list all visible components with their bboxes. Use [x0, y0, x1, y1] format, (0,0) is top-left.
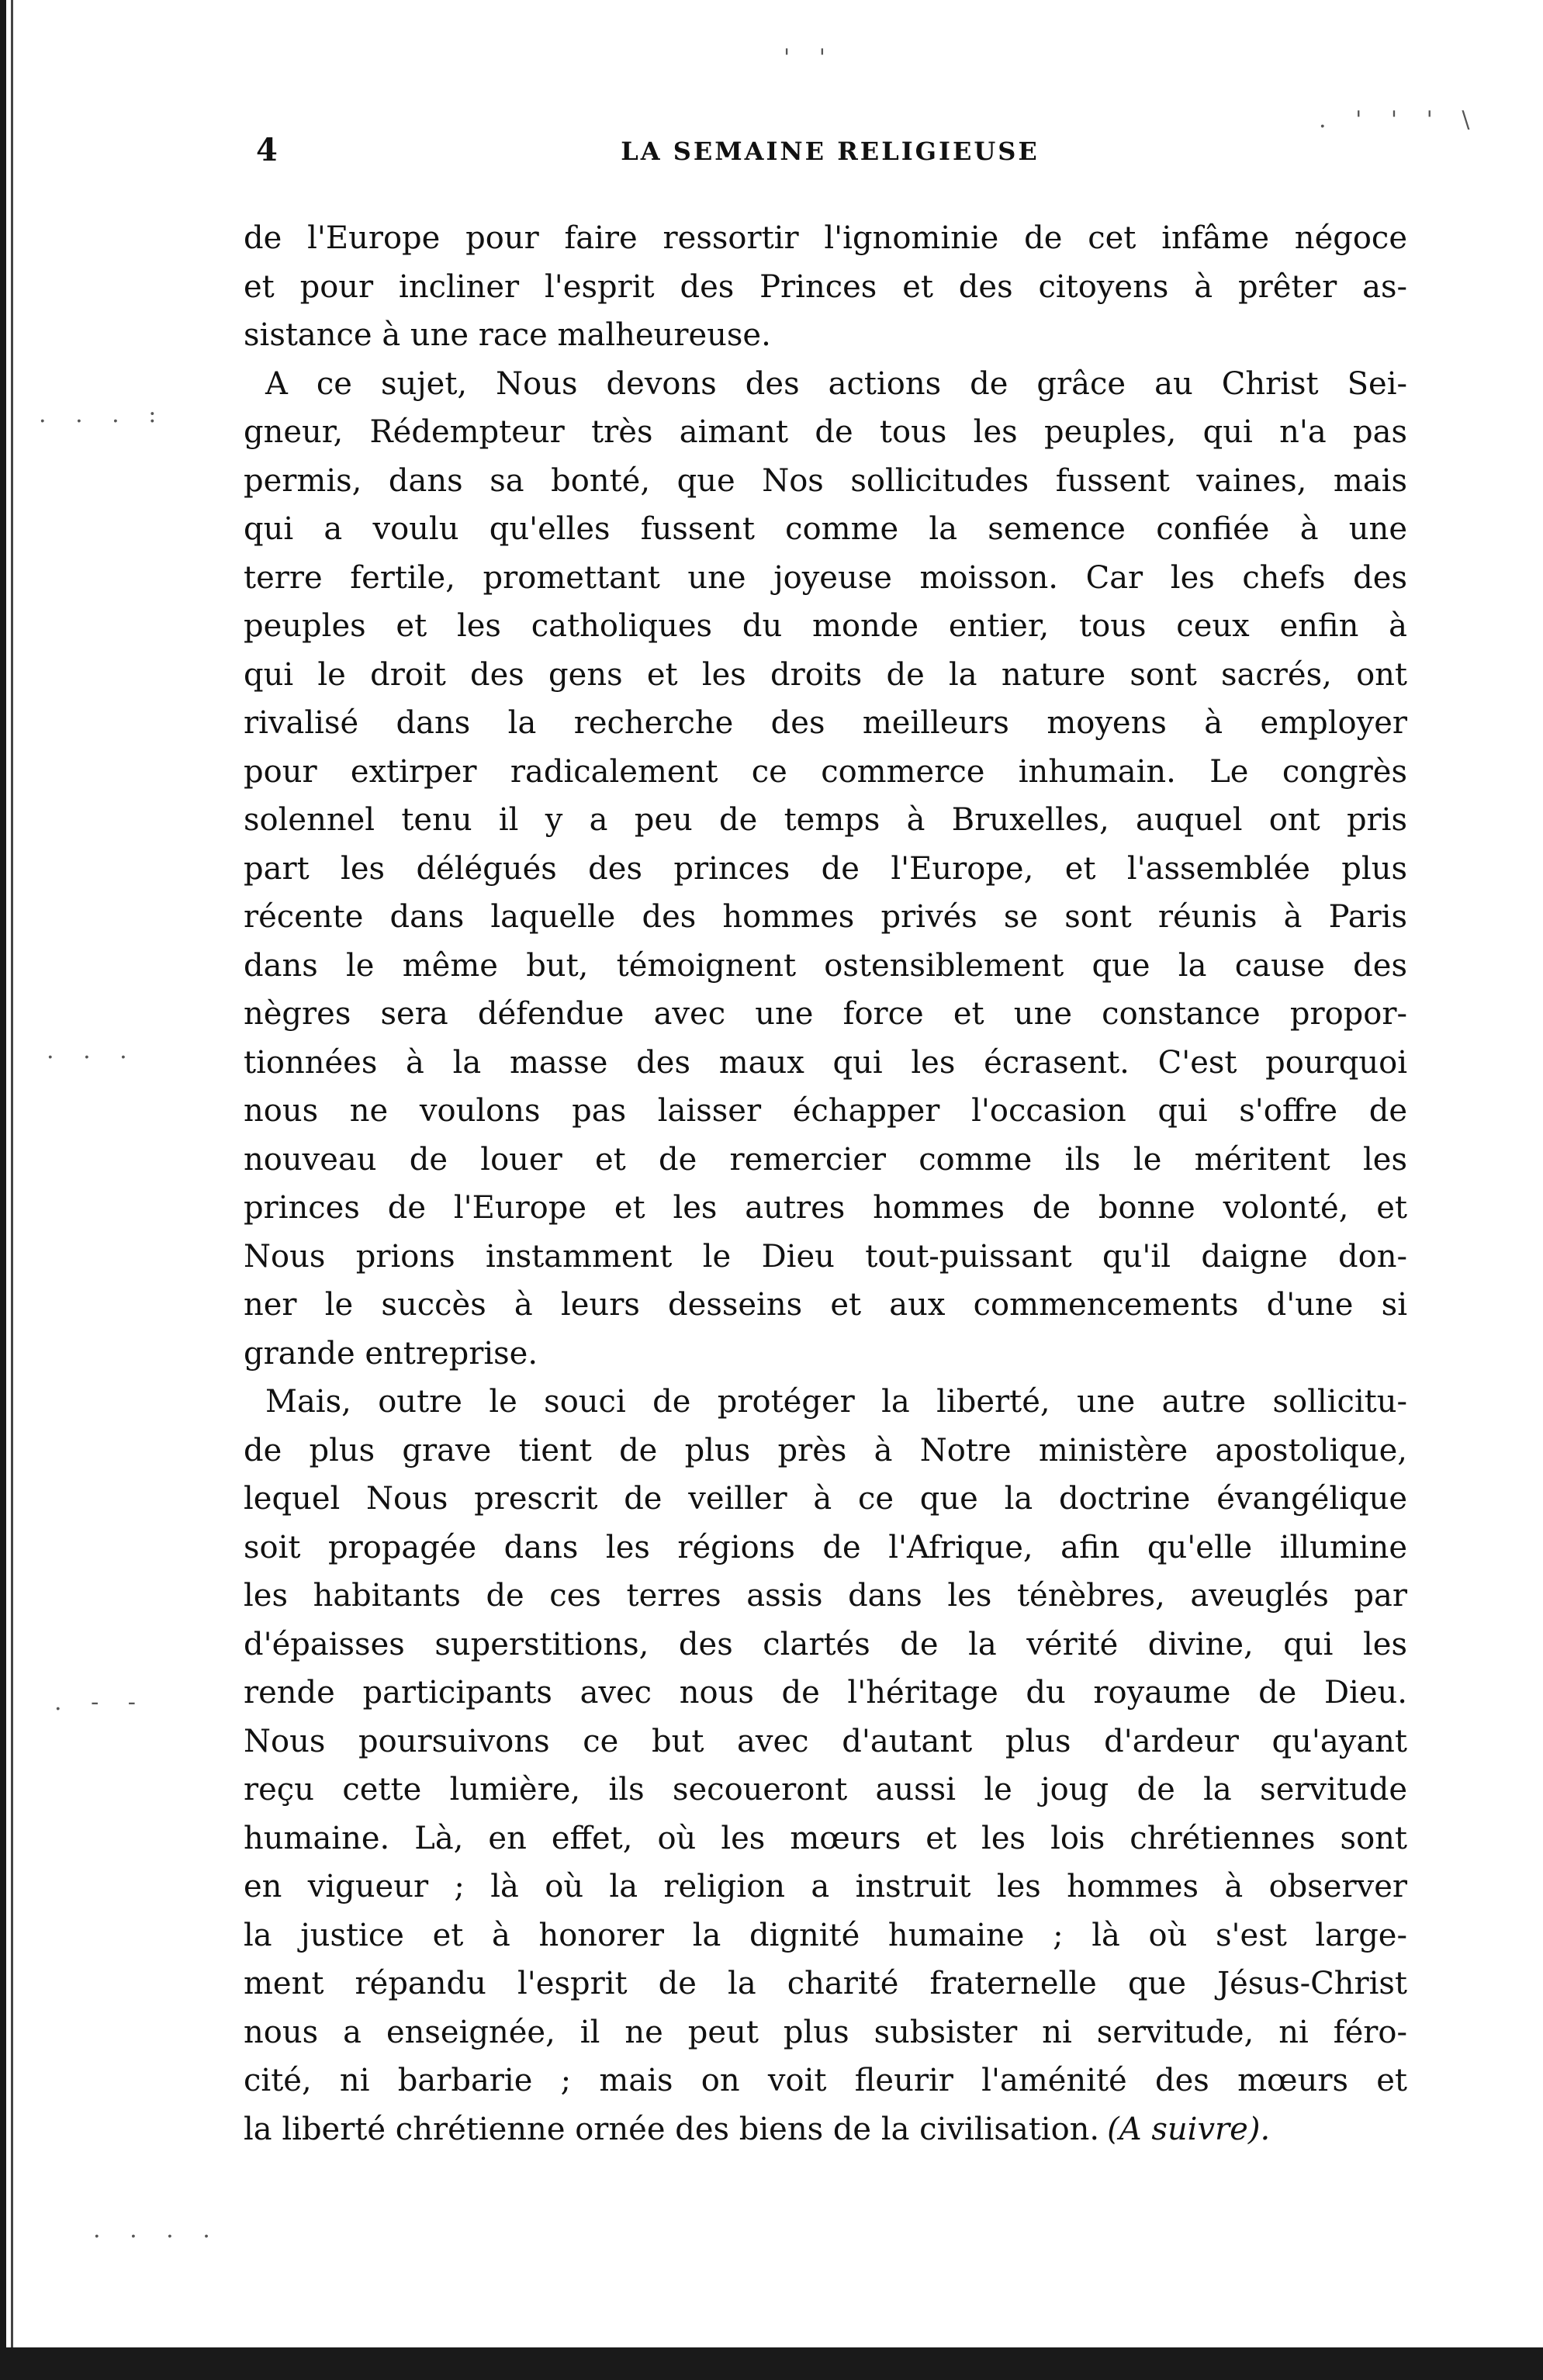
text-line: en vigueur ; là où la religion a instruit les hommes à observer	[244, 1869, 1407, 1904]
text-line: terre fertile, promettant une joyeuse moisson. Car les chefs des	[244, 559, 1407, 596]
text-line: pour extirper radicalement ce commerce inhumain. Le congrès	[244, 753, 1407, 790]
article-body	[244, 214, 1407, 2153]
scan-specks-bottom: . . . .	[93, 2216, 221, 2243]
text-line: soit propagée dans les régions de l'Afrique, afin qu'elle illumine	[244, 1529, 1407, 1565]
scan-specks-top: ' '	[784, 44, 837, 71]
scan-specks-left-2: . . .	[47, 1037, 138, 1064]
text-line: nouveau de louer et de remercier comme ils le méritent les	[244, 1141, 1407, 1178]
text-line: rivalisé dans la recherche des meilleurs moyens à employer	[244, 705, 1407, 741]
text-line: lequel Nous prescrit de veiller à ce que la doctrine évangélique	[244, 1481, 1407, 1517]
text-line: A ce sujet, Nous devons des actions de grâce au Christ Sei-	[265, 365, 1407, 402]
text-line: nous a enseignée, il ne peut plus subsister ni servitude, ni féro-	[244, 2014, 1407, 2050]
text-line: tionnées à la masse des maux qui les écrasent. C'est pourquoi	[244, 1044, 1407, 1081]
text-line: rende participants avec nous de l'héritage du royaume de Dieu.	[244, 1675, 1407, 1711]
scan-specks-left-1: . . . :	[39, 401, 168, 428]
text-line: nous ne voulons pas laisser échapper l'occasion qui s'offre de	[244, 1093, 1407, 1129]
text-line: reçu cette lumière, ils secoueront aussi le joug de la servitude	[244, 1772, 1407, 1807]
text-line: qui a voulu qu'elles fussent comme la semence confiée à une	[244, 511, 1407, 547]
text-line: et pour incliner l'esprit des Princes et des citoyens à prêter as-	[244, 268, 1407, 305]
text-line-last	[244, 2105, 1407, 2154]
text-line: d'épaisses superstitions, des clartés de la vérité divine, qui les	[244, 1626, 1407, 1662]
text-line: Mais, outre le souci de protéger la liberté, une autre sollicitu-	[265, 1384, 1407, 1420]
text-line: cité, ni barbarie ; mais on voit fleurir l'aménité des mœurs et	[244, 2063, 1407, 2098]
text-line: ment répandu l'esprit de la charité fraternelle que Jésus-Christ	[244, 1966, 1407, 2001]
final-sentence: la liberté chrétienne ornée des biens de la civilisation.	[244, 2111, 1100, 2147]
text-line: part les délégués des princes de l'Europe, et l'assemblée plus	[244, 850, 1407, 887]
text-line: solennel tenu il y a peu de temps à Bruxelles, auquel ont pris	[244, 802, 1407, 838]
text-line: gneur, Rédempteur très aimant de tous les peuples, qui n'a pas	[244, 414, 1407, 450]
running-title: LA SEMAINE RELIGIEUSE	[621, 137, 1040, 166]
text-line: récente dans laquelle des hommes privés se sont réunis à Paris	[244, 899, 1407, 935]
text-line: de plus grave tient de plus près à Notre ministère apostolique,	[244, 1432, 1407, 1468]
text-line: de l'Europe pour faire ressortir l'ignominie de cet infâme négoce	[244, 220, 1407, 256]
text-line: qui le droit des gens et les droits de la nature sont sacrés, ont	[244, 656, 1407, 693]
text-line: Nous prions instamment le Dieu tout-puissant qu'il daigne don-	[244, 1238, 1407, 1275]
left-margin-rule	[0, 0, 6, 2380]
text-line: sistance à une race malheureuse.	[244, 317, 771, 353]
text-line: ner le succès à leurs desseins et aux commencements d'une si	[244, 1287, 1407, 1323]
page-header	[256, 132, 1404, 171]
page-number: 4	[256, 132, 278, 168]
left-margin-rule-thin	[11, 0, 13, 2380]
text-line: humaine. Là, en effet, où les mœurs et les lois chrétiennes sont	[244, 1820, 1407, 1856]
text-line: dans le même but, témoignent ostensiblement que la cause des	[244, 947, 1407, 984]
bottom-margin-rule	[0, 2347, 1543, 2380]
text-line: nègres sera défendue avec une force et une constance propor-	[244, 996, 1407, 1032]
text-line: la justice et à honorer la dignité humaine ; là où s'est large-	[244, 1917, 1407, 1953]
text-line: princes de l'Europe et les autres hommes de bonne volonté, et	[244, 1190, 1407, 1226]
text-line: les habitants de ces terres assis dans les ténèbres, aveuglés par	[244, 1578, 1407, 1614]
text-line: grande entreprise.	[244, 1335, 538, 1372]
continuation-note: (A suivre).	[1107, 2111, 1271, 2147]
text-line: Nous poursuivons ce but avec d'autant plus d'ardeur qu'ayant	[244, 1723, 1407, 1759]
text-line: permis, dans sa bonté, que Nos sollicitudes fussent vaines, mais	[244, 462, 1407, 499]
text-line: peuples et les catholiques du monde entier, tous ceux enfin à	[244, 608, 1407, 644]
scan-specks-top-right: . ' ' ' \	[1319, 106, 1481, 133]
scan-specks-left-3: . - -	[54, 1689, 147, 1716]
